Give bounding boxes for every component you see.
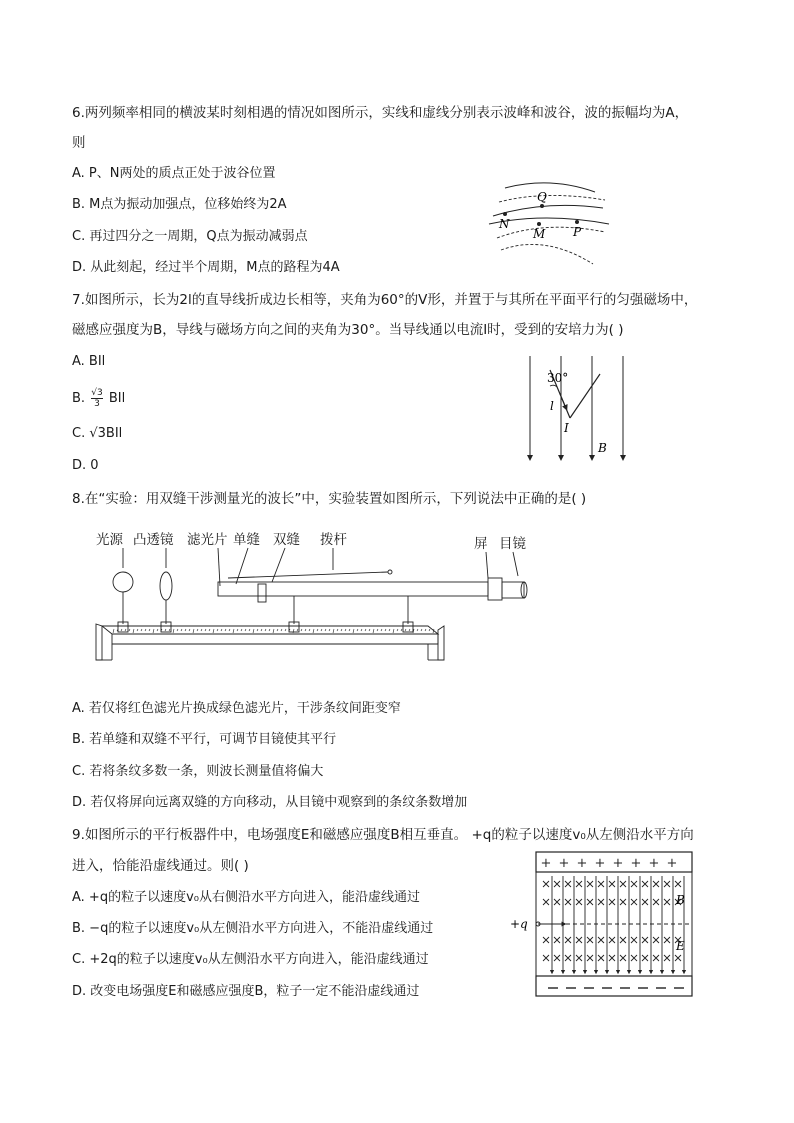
q6-option-a: A. P、N两处的质点正处于波谷位置	[72, 166, 276, 181]
q6-label-m: M	[533, 227, 546, 241]
q8-label-screen: 屏	[474, 536, 488, 552]
svg-text:+: +	[576, 856, 588, 871]
q7-option-b-fraction	[91, 388, 102, 409]
q8-option-b: B. 若单缝和双缝不平行，可调节目镜使其平行	[72, 732, 337, 747]
svg-text:+: +	[540, 856, 552, 871]
svg-text:+: +	[648, 856, 660, 871]
q9-label-e: E	[676, 939, 685, 953]
q8-apparatus-figure	[88, 526, 538, 681]
q7-field-figure	[520, 352, 635, 464]
q6-option-d: D. 从此刻起，经过半个周期，M点的路程为4A	[72, 260, 340, 275]
q8-label-rod: 拨杆	[320, 532, 347, 548]
svg-text:+: +	[612, 856, 624, 871]
svg-text:+: +	[630, 856, 642, 871]
q8-option-d: D. 若仅将屏向远离双缝的方向移动，从目镜中观察到的条纹条数增加	[72, 795, 468, 810]
q6-option-c: C. 再过四分之一周期，Q点为振动减弱点	[72, 229, 308, 244]
q7-stem-line1: 7.如图所示，长为2l的直导线折成边长相等，夹角为60°的V形，并置于与其所在平面平行的匀强磁场中，	[72, 292, 698, 308]
q9-label-b: B	[676, 893, 685, 907]
q7-option-b-prefix: B.	[72, 391, 86, 406]
q7-option-b-numerator: √3	[91, 388, 103, 398]
q8-label-double: 双缝	[273, 532, 300, 548]
q8-stem: 8.在“实验：用双缝干涉测量光的波长”中，实验装置如图所示，下列说法中正确的是( )	[72, 491, 587, 507]
q6-stem-line1: 6.两列频率相同的横波某时刻相遇的情况如图所示，实线和虚线分别表示波峰和波谷，波的振幅均为A，	[72, 105, 689, 121]
q7-option-b-suffix: BIl	[108, 391, 126, 406]
q9-stem-line1: 9.如图所示的平行板器件中，电场强度E和磁感应强度B相互垂直。 +q的粒子以速度v₀从左侧沿水平方向	[72, 827, 694, 843]
q8-option-c: C. 若将条纹多数一条，则波长测量值将偏大	[72, 764, 324, 779]
q9-option-a: A. +q的粒子以速度v₀从右侧沿水平方向进入，能沿虚线通过	[72, 890, 420, 905]
svg-text:+: +	[558, 856, 570, 871]
q7-option-a: A. BIl	[72, 354, 106, 369]
q6-wave-figure	[485, 178, 615, 268]
q8-option-a: A. 若仅将红色滤光片换成绿色滤光片，干涉条纹间距变窄	[72, 701, 401, 716]
q6-label-n: N	[499, 217, 510, 231]
q8-label-lens: 凸透镜	[133, 532, 174, 548]
q7-option-c: C. √3BIl	[72, 426, 123, 441]
q7-option-b-denominator: 3	[94, 399, 100, 409]
q8-label-light: 光源	[96, 532, 123, 548]
q9-plates-figure	[508, 850, 698, 998]
q7-label-i: I	[564, 421, 569, 435]
svg-text:+: +	[594, 856, 606, 871]
q7-stem-line2: 磁感应强度为B，导线与磁场方向之间的夹角为30°。当导线通以电流I时，受到的安培力为( )	[72, 322, 624, 338]
q9-stem-line2: 进入，恰能沿虚线通过。则( )	[72, 858, 249, 874]
q6-label-p: P	[573, 225, 582, 239]
q9-field-marks	[543, 876, 684, 972]
q9-option-b: B. −q的粒子以速度v₀从左侧沿水平方向进入，不能沿虚线通过	[72, 921, 434, 936]
q7-option-b	[72, 388, 125, 409]
q7-label-l: l	[550, 399, 554, 413]
q7-label-b: B	[598, 441, 607, 455]
q7-option-d: D. 0	[72, 458, 99, 473]
q8-label-filter: 滤光片	[187, 532, 228, 548]
q8-label-eyepiece: 目镜	[499, 536, 526, 552]
q7-label-angle: 30°	[547, 371, 569, 385]
q8-label-single: 单缝	[233, 532, 260, 548]
q9-option-c: C. +2q的粒子以速度v₀从左侧沿水平方向进入，能沿虚线通过	[72, 952, 429, 967]
svg-text:+: +	[666, 856, 678, 871]
q9-label-charge: +q	[510, 917, 528, 931]
q9-option-d: D. 改变电场强度E和磁感应强度B，粒子一定不能沿虚线通过	[72, 984, 420, 999]
q6-stem-line2: 则	[72, 135, 86, 151]
q6-label-q: Q	[537, 190, 547, 204]
q6-option-b: B. M点为振动加强点，位移始终为2A	[72, 197, 287, 212]
